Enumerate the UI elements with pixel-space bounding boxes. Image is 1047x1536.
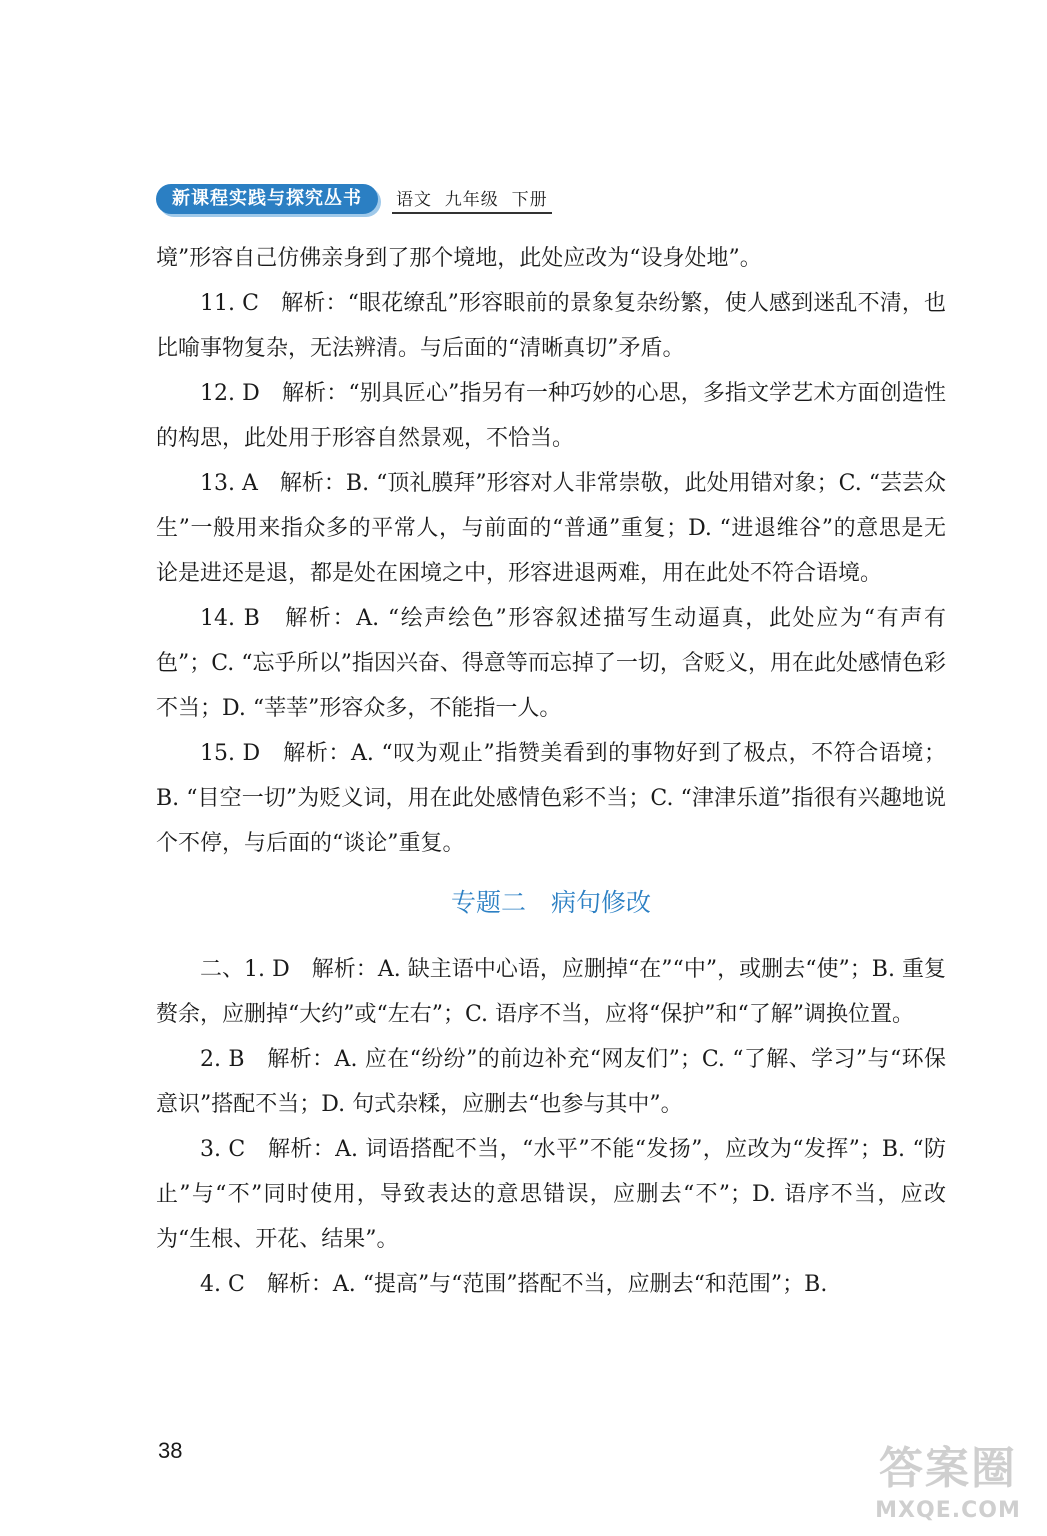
watermark-url: MXQE.COM (875, 1498, 1021, 1523)
running-header (156, 184, 552, 214)
answer-paragraph: 14. B 解析：A. “绘声绘色”形容叙述描写生动逼真，此处应为“有声有色”；C. “忘乎所以”指因兴奋、得意等而忘掉了一切，含贬义，用在此处感情色彩不当；D. “莘莘”形容众多，不能指一人。 (156, 606, 946, 721)
answer-paragraph: 11. C 解析：“眼花缭乱”形容眼前的景象复杂纷繁，使人感到迷乱不清，也比喻事物复杂，无法辨清。与后面的“清晰真切”矛盾。 (156, 291, 946, 361)
answer-paragraph: 3. C 解析：A. 词语搭配不当，“水平”不能“发扬”，应改为“发挥”；B. “防止”与“不”同时使用，导致表达的意思错误，应删去“不”；D. 语序不当，应改为“生根、开花、结果”。 (156, 1137, 946, 1252)
page-body (156, 236, 946, 1307)
answer-paragraph: 15. D 解析：A. “叹为观止”指赞美看到的事物好到了极点，不符合语境；B. “目空一切”为贬义词，用在此处感情色彩不当；C. “津津乐道”指很有兴趣地说个不停，与后面的“谈论”重复。 (156, 741, 946, 856)
page-number: 38 (158, 1438, 183, 1463)
section-heading: 专题二 病句修改 (450, 888, 651, 917)
series-title-badge: 新课程实践与探究丛书 (156, 184, 378, 214)
answer-paragraph: 4. C 解析：A. “提高”与“范围”搭配不当，应删去“和范围”；B. (200, 1272, 828, 1297)
answer-paragraph: 2. B 解析：A. 应在“纷纷”的前边补充“网友们”；C. “了解、学习”与“环保意识”搭配不当；D. 句式杂糅，应删去“也参与其中”。 (156, 1047, 946, 1117)
answer-paragraph: 12. D 解析：“别具匠心”指另有一种巧妙的心思，多指文学艺术方面创造性的构思，此处用于形容自然景观，不恰当。 (156, 381, 946, 451)
answer-paragraph: 13. A 解析：B. “顶礼膜拜”形容对人非常崇敬，此处用错对象；C. “芸芸众生”一般用来指众多的平常人，与前面的“普通”重复；D. “进退维谷”的意思是无论是进还是退，都是处在困境之中，形容进退两难，用在此处不符合语境。 (156, 471, 946, 586)
answer-paragraph: 境”形容自己仿佛亲身到了那个境地，此处应改为“设身处地”。 (156, 246, 762, 271)
watermark-logo: 答案圈 (879, 1443, 1017, 1494)
subject-grade-label: 语文 九年级 下册 (392, 185, 552, 214)
watermark (863, 1440, 1033, 1530)
answer-paragraph: 二、1. D 解析：A. 缺主语中心语，应删掉“在”“中”，或删去“使”；B. 重复赘余，应删掉“大约”或“左右”；C. 语序不当，应将“保护”和“了解”调换位置。 (156, 957, 946, 1027)
